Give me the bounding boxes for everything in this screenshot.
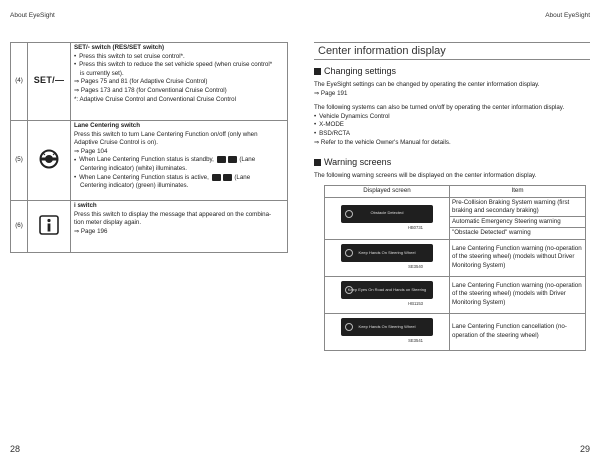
row-line: • Press this switch to set cruise control*. [74, 53, 284, 62]
warning-screen-image [341, 281, 433, 299]
page-reference: ⇒ Refer to the vehicle Owner's Manual for details. [314, 138, 451, 146]
row-title: i switch [74, 202, 97, 209]
square-bullet-icon [314, 159, 321, 166]
lane-indicator-icon [217, 156, 226, 163]
table-row [325, 239, 586, 276]
warning-screen-image [341, 244, 433, 262]
image-code: HB0731 [407, 224, 423, 230]
list-item: • BSD/RCTA [314, 130, 590, 139]
set-label: SET/— [33, 75, 65, 86]
changing-settings-body [314, 81, 590, 147]
column-header: Displayed screen [325, 185, 450, 197]
screen-text: Keep Hands On Steering Wheel [358, 249, 416, 255]
row-line: ⇒ Page 104 [74, 147, 108, 155]
table-row [325, 276, 586, 313]
item-cell: Lane Centering Function warning (no-operation of the steering wheel) (models with Driver Monitoring System) [450, 276, 586, 313]
item-cell: Pre-Collision Braking System warning (first braking and secondary braking) [450, 197, 586, 216]
warning-screen-image [341, 205, 433, 223]
header-left: About EyeSight [10, 12, 55, 19]
page-title: Center information display [314, 42, 590, 60]
section-heading [314, 157, 590, 167]
info-icon [28, 201, 71, 253]
image-code: HB1153 [408, 300, 423, 306]
item-cell: Lane Centering Function warning (no-operation of the steering wheel) (models without Driver Monitoring System) [450, 239, 586, 276]
row-line-text: When Lane Centering Function status is active, [79, 173, 209, 181]
paragraph: The following systems can also be turned on/off by operating the center information display. [314, 104, 565, 112]
screen-cell [325, 197, 450, 239]
row-line: • Press this switch to reduce the set vehicle speed (when cruise control* [74, 61, 284, 70]
switch-table [10, 42, 288, 253]
screen-text: Keep Eyes On Road and Hands on Steering [347, 286, 427, 292]
steering-wheel-icon [28, 121, 71, 201]
row-line: tion meter display again. [74, 219, 142, 227]
warning-table [324, 185, 586, 351]
warning-screen-image [341, 318, 433, 336]
row-line-suffix: (Lane [234, 173, 251, 181]
screen-text: Obstacle Detected [370, 210, 404, 216]
screen-cell [325, 313, 450, 350]
set-switch-icon [28, 43, 71, 121]
page-number-left: 28 [10, 444, 21, 454]
screen-text: Keep Hands On Steering Wheel [358, 323, 416, 329]
warning-icon [345, 210, 353, 218]
row-line: is currently set). [80, 69, 124, 77]
page-reference: ⇒ Page 191 [314, 89, 348, 97]
table-row [11, 121, 288, 201]
section-heading [314, 66, 590, 76]
row-description [71, 43, 288, 121]
list-item: • Vehicle Dynamics Control [314, 113, 590, 122]
column-header: Item [450, 185, 586, 197]
row-line-suffix: (Lane [239, 156, 256, 164]
item-cell: Lane Centering Function cancellation (no-operation of the steering wheel) [450, 313, 586, 350]
right-page [314, 42, 590, 351]
row-description [71, 121, 288, 201]
row-line: *: Adaptive Cruise Control and Conventional Cruise Control [74, 95, 236, 103]
row-description [71, 201, 288, 253]
row-line-text: When Lane Centering Function status is standby, [79, 156, 214, 164]
row-line: Centering indicator) (green) illuminates. [80, 182, 189, 190]
item-cell: "Obstacle Detected" warning [450, 228, 586, 239]
table-row [325, 313, 586, 350]
table-row [325, 197, 586, 216]
row-line: Press this switch to turn Lane Centering Function on/off (only when [74, 130, 258, 138]
row-number: (4) [11, 43, 28, 121]
lane-indicator-icon [228, 156, 237, 163]
row-title: Lane Centering switch [74, 122, 141, 129]
table-row [11, 201, 288, 253]
image-code: SE3540 [408, 263, 423, 269]
section-title: Warning screens [324, 157, 392, 168]
screen-cell [325, 239, 450, 276]
row-line: ⇒ Pages 75 and 81 (for Adaptive Cruise Control) [74, 78, 208, 86]
screen-cell [325, 276, 450, 313]
row-line: Centering indicator) (white) illuminates. [80, 165, 187, 173]
item-cell: Automatic Emergency Steering warning [450, 217, 586, 228]
paragraph: The following warning screens will be displayed on the center information display. [314, 172, 537, 180]
row-line: ⇒ Pages 173 and 178 (for Conventional Cruise Control) [74, 86, 227, 94]
list-item: • X-MODE [314, 121, 590, 130]
steering-wheel-icon [345, 249, 353, 257]
table-row [11, 43, 288, 121]
image-code: SE3541 [408, 337, 423, 343]
square-bullet-icon [314, 68, 321, 75]
row-number: (5) [11, 121, 28, 201]
lane-indicator-icon [212, 174, 221, 181]
page-number-right: 29 [579, 444, 590, 454]
row-line: Press this switch to display the message that appeared on the combina- [74, 210, 272, 218]
row-line [74, 156, 284, 165]
header-right: About EyeSight [545, 12, 590, 19]
table-header-row [325, 185, 586, 197]
steering-wheel-icon [345, 286, 353, 294]
paragraph: The EyeSight settings can be changed by operating the center information display. [314, 81, 540, 88]
row-line: ⇒ Page 196 [74, 227, 108, 235]
row-line [74, 174, 284, 183]
lane-indicator-icon [223, 174, 232, 181]
section-title: Changing settings [324, 66, 397, 76]
steering-wheel-icon [345, 323, 353, 331]
row-number: (6) [11, 201, 28, 253]
row-title: SET/- switch (RES/SET switch) [74, 44, 165, 51]
row-line: Adaptive Cruise Control is on). [74, 139, 158, 147]
